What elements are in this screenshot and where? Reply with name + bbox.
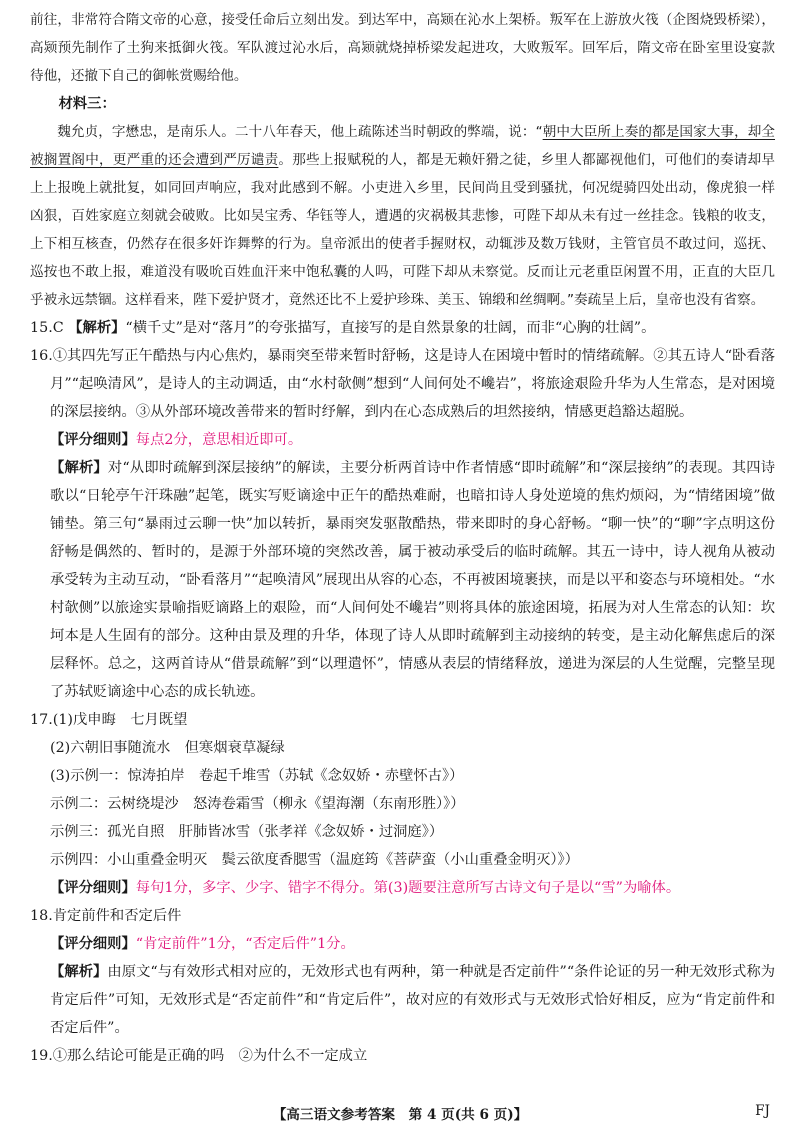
question-18 [30, 902, 775, 930]
q18-score: “肯定前件”1分，“否定后件”1分。 [135, 936, 355, 952]
material3-underlined: 朝中大臣所上奏的都是国家大事，却全被搁置阁中，更严重的还会遭到严厉谴责 [30, 124, 776, 168]
q17-score-rule [30, 874, 775, 902]
q16-number: 16. [30, 348, 53, 364]
material2-tail: 前往，非常符合隋文帝的心意，接受任命后立刻出发。到达军中，高颎在沁水上架桥。叛军在上游放火筏（企图烧毁桥梁），高颎预先制作了土狗来抵御火筏。军队渡过沁水后，高颎就烧掉桥梁发起进攻，大败叛军。回军后，隋文帝在卧室里设宴款待他，还撤下自己的御帐赏赐给他。 [30, 12, 775, 84]
material3-part1: 魏允贞，字懋忠，是南乐人。二十八年春天，他上疏陈述当时朝政的弊端，说：“ [57, 124, 543, 140]
footer-region-code: FJ [755, 1103, 770, 1119]
q18-analysis-block [30, 958, 775, 1042]
q18-score-rule [30, 930, 775, 958]
q17-item-5: 示例三：孤光自照 肝肺皆冰雪（张孝祥《念奴娇・过洞庭》） [50, 824, 444, 840]
q18-answer: 肯定前件和否定后件 [52, 908, 182, 924]
q16-score-rule [30, 426, 775, 454]
q16-analysis: 对“从即时疏解到深层接纳”的解读，主要分析两首诗中作者情感“即时疏解”和“深层接纳”的表现。其四诗歌以“日轮亭午汗珠融”起笔，既实写贬谪途中正午的酷热难耐，也暗扣诗人身处逆境的焦灼烦闷，为“情绪困境”做铺垫。第三句“暴雨过云聊一快”加以转折，暴雨突发驱散酷热，带来即时的身心舒畅。“聊一快”的“聊”字点明这份舒畅是偶然的、暂时的，是源于外部环境的突然改善，属于被动承受后的临时疏解。其五一诗中，诗人视角从被动承受转为主动互动，“卧看落月”“起唤清风”展现出从容的心态，不再被困境裹挟，而是以平和姿态与环境相处。“水村欹侧”以旅途实景喻指贬谪路上的艰险，而“人间何处不巉岩”则将具体的旅途困境，拓展为对人生常态的认知：坎坷本是人生固有的部分。这种由景及理的升华，体现了诗人从即时疏解到主动接纳的转变，是主动化解焦虑后的深层释怀。总之，这两首诗从“借景疏解”到“以理遣怀”，情感从表层的情绪释放，递进为深层的人生觉醒，完整呈现了苏轼贬谪途中心态的成长轨迹。 [50, 460, 776, 700]
question-19 [30, 1042, 775, 1070]
q18-number: 18. [30, 908, 53, 924]
material3-text [30, 118, 775, 314]
q19-answer: ①那么结论可能是正确的吗 ②为什么不一定成立 [52, 1048, 368, 1064]
q17-item-1: (1)戊申晦 七月既望 [52, 712, 188, 728]
q16-score-tag: 【评分细则】 [50, 432, 136, 448]
page-footer [0, 1103, 800, 1127]
q17-item-3: (3)示例一：惊涛拍岸 卷起千堆雪（苏轼《念奴娇・赤壁怀古》） [50, 768, 464, 784]
question-17 [30, 706, 775, 734]
q16-analysis-tag: 【解析】 [50, 460, 108, 476]
question-15 [30, 314, 775, 342]
q18-score-tag: 【评分细则】 [50, 936, 136, 952]
footer-page-label: 【高三语文参考答案 第 4 页(共 6 页)】 [272, 1107, 528, 1123]
q17-score-tag: 【评分细则】 [50, 880, 136, 896]
q17-item-4: 示例二：云树绕堤沙 怒涛卷霜雪（柳永《望海潮（东南形胜）》） [50, 796, 465, 812]
material3-part2: 。那些上报赋税的人，都是无赖奸猾之徒，乡里人都鄙视他们，可他们的奏请却早上上报晚上就批复，如同回声响应，我对此感到不解。小吏进入乡里，民间尚且受到骚扰，何况缇骑四处出动，像虎狼一样凶狠，百姓家庭立刻就会破败。比如吴宝秀、华钰等人，遭遇的灾祸极其悲惨，可陛下却从未有过一丝挂念。钱粮的收支，上下相互核查，仍然存在很多奸诈舞弊的行为。皇帝派出的使者手握财权，动辄涉及数万钱财，主管官员不敢过问，巡抚、巡按也不敢上报，难道没有吸吮百姓血汗来中饱私囊的人吗，可陛下却从未察觉。反而让元老重臣闲置不用，正直的大臣几乎被永远禁锢。这样看来，陛下爱护贤才，竟然还比不上爱护珍珠、美玉、锦缎和丝绸啊。”奏疏呈上后，皇帝也没有省察。 [30, 152, 776, 308]
q15-analysis-tag: 【解析】 [68, 320, 126, 336]
q19-number: 19. [30, 1048, 53, 1064]
q15-number: 15.C [30, 320, 64, 336]
page-content [30, 6, 775, 1070]
material3-heading: 材料三： [58, 96, 116, 112]
q16-analysis-block [30, 454, 775, 706]
q17-item-2: (2)六朝旧事随流水 但寒烟衰草凝绿 [50, 740, 285, 756]
q17-item-6: 示例四：小山重叠金明灭 鬓云欲度香腮雪（温庭筠《菩萨蛮（小山重叠金明灭）》） [50, 852, 579, 868]
q18-analysis: 由原文“与有效形式相对应的，无效形式也有两种，第一种就是否定前件”“条件论证的另一种无效形式称为肯定后件”可知，无效形式是“否定前件”和“肯定后件”，故对应的有效形式与无效形式恰好相反，应为“肯定前件和否定后件”。 [50, 964, 775, 1036]
question-16 [30, 342, 775, 426]
q15-analysis: “横千丈”是对“落月”的夸张描写，直接写的是自然景象的壮阔，而非“心胸的壮阔”。 [125, 320, 656, 336]
q17-score: 每句1分，多字、少字、错字不得分。第(3)题要注意所写古诗文句子是以“雪”为喻体。 [135, 880, 681, 896]
q17-number: 17. [30, 712, 53, 728]
q16-score: 每点2分，意思相近即可。 [135, 432, 303, 448]
q18-analysis-tag: 【解析】 [50, 964, 108, 980]
q16-answer: ①其四先写正午酷热与内心焦灼，暴雨突至带来暂时舒畅，这是诗人在困境中暂时的情绪疏解。②其五诗人“卧看落月”“起唤清风”，是诗人的主动调适，由“水村欹侧”想到“人间何处不巉岩”，将旅途艰险升华为人生常态，是对困境的深层接纳。③从外部环境改善带来的暂时纾解，到内在心态成熟后的坦然接纳，情感更趋豁达超脱。 [50, 348, 775, 420]
